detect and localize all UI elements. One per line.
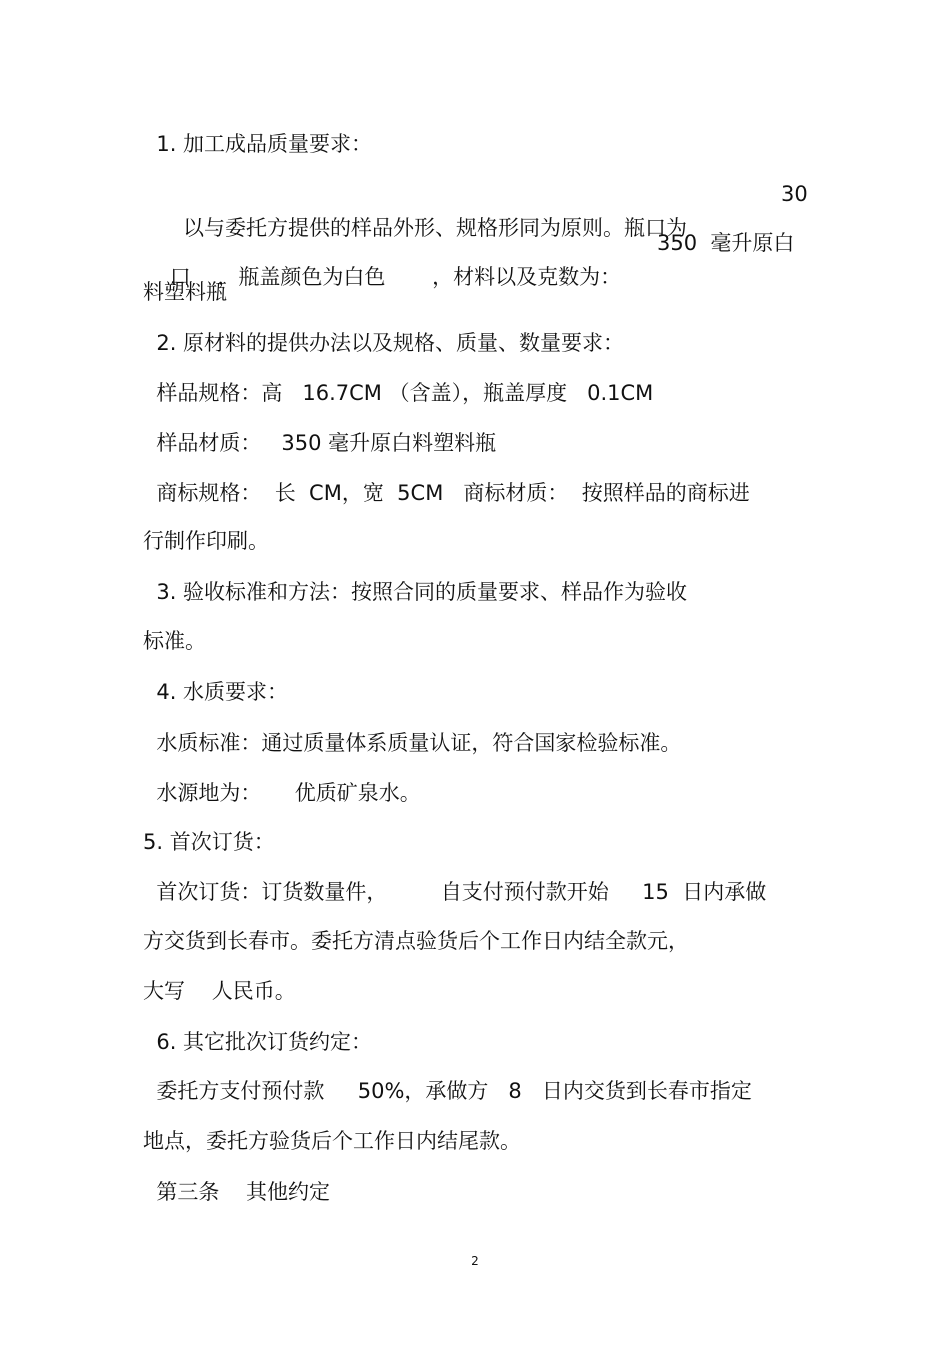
article-heading: 第三条 其他约定 [143,1180,331,1204]
paragraph-line: 商标规格： 长 CM，宽 5CM 商标材质： 按照样品的商标进 [143,481,750,505]
section-4-heading: 4. 水质要求： [143,680,289,704]
paragraph-line: 大写 人民币。 [143,979,296,1003]
paragraph-line: 料塑料瓶 [143,280,227,304]
paragraph-line: 委托方支付预付款 50%，承做方 8 日内交货到长春市指定 [143,1079,752,1103]
paragraph-line: 水源地为： 优质矿泉水。 [143,781,421,805]
section-1-heading: 1. 加工成品质量要求： [143,132,373,156]
section-5-heading: 5. 首次订货： [143,830,275,854]
paragraph-line [143,177,823,240]
page-number: 2 [471,1254,479,1268]
paragraph-text: 口 ，瓶盖颜色为白色 ，材料以及克数为： [169,265,622,289]
paragraph-line: 样品规格：高 16.7CM （含盖），瓶盖厚度 0.1CM [143,381,654,405]
section-3-heading: 3. 验收标准和方法：按照合同的质量要求、样品作为验收 [143,580,688,604]
paragraph-line: 方交货到长春市。委托方清点验货后个工作日内结全款元， [143,929,689,953]
paragraph-line: 水质标准：通过质量体系质量认证，符合国家检验标准。 [143,731,682,755]
section-2-heading: 2. 原材料的提供办法以及规格、质量、数量要求： [143,331,625,355]
paragraph-line: 首次订货：订货数量件， 自支付预付款开始 15 日内承做 [143,880,767,904]
paragraph-line: 标准。 [143,629,206,653]
paragraph-line: 地点，委托方验货后个工作日内结尾款。 [143,1129,521,1153]
paragraph-text: 以与委托方提供的样品外形、规格形同为原则。瓶口为 [169,216,688,240]
section-6-heading: 6. 其它批次订货约定： [143,1030,373,1054]
material-spec: 350 毫升原白 [657,231,795,255]
bottle-mouth-size: 30 [781,182,808,206]
paragraph-line [143,226,823,289]
paragraph-line: 样品材质： 350 毫升原白料塑料瓶 [143,431,497,455]
paragraph-line: 行制作印刷。 [143,529,269,553]
